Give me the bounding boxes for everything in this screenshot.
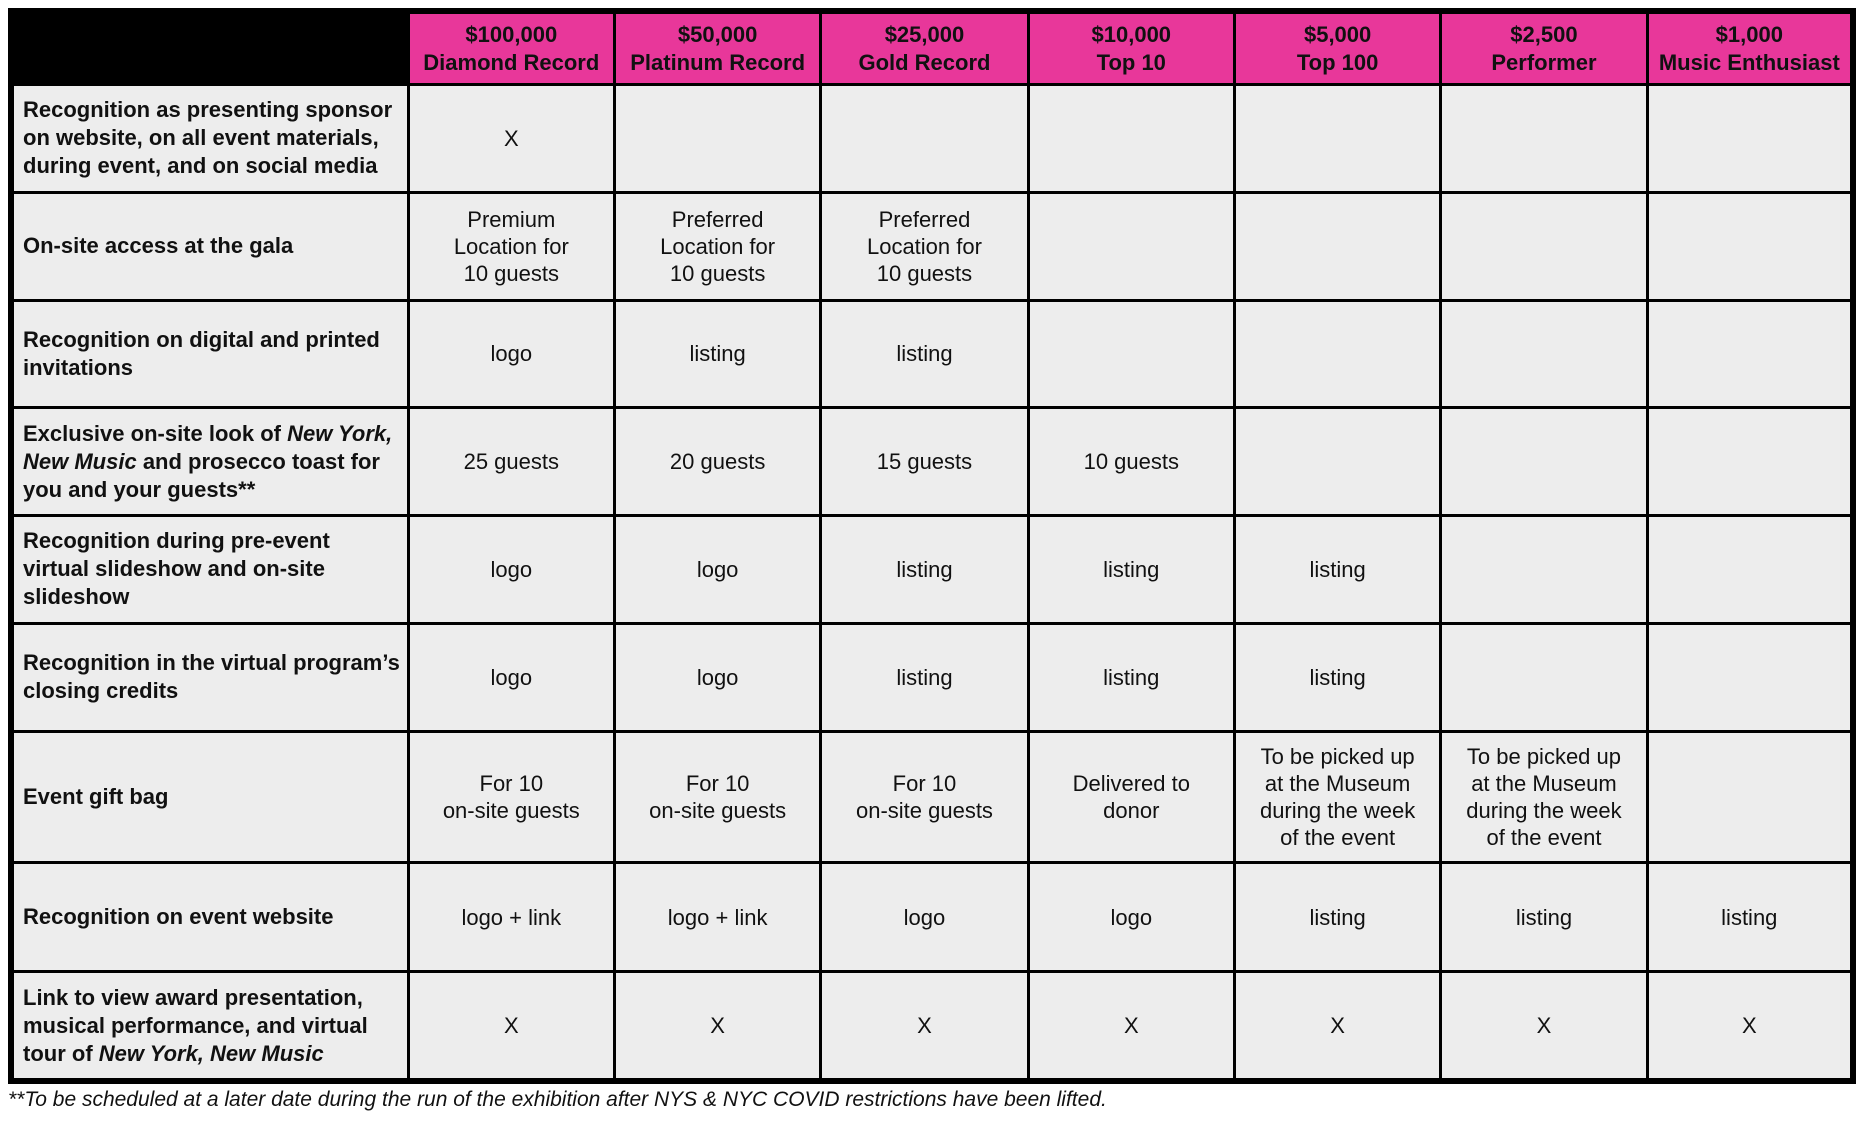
benefit-cell xyxy=(616,86,819,191)
benefit-label xyxy=(14,973,407,1078)
benefit-label-text: Recognition on event website xyxy=(23,904,334,930)
benefit-row xyxy=(14,973,1850,1078)
tier-name: Top 100 xyxy=(1296,49,1379,75)
benefit-cell: 15 guests xyxy=(822,409,1026,514)
benefit-label-text: Recognition on digital and printed invitations xyxy=(23,326,380,380)
benefit-cell: listing xyxy=(616,302,819,407)
benefit-cell xyxy=(1649,625,1850,730)
benefit-cell: X xyxy=(1030,973,1233,1078)
tier-name: Top 10 xyxy=(1096,49,1166,75)
benefit-cell: logo xyxy=(410,517,613,622)
tier-name: Diamond Record xyxy=(423,49,600,75)
benefit-row xyxy=(14,517,1850,622)
benefit-cell xyxy=(1649,733,1850,862)
benefit-cell: 20 guests xyxy=(616,409,819,514)
benefit-cell: 25 guests xyxy=(410,409,613,514)
benefit-cell: X xyxy=(1649,973,1850,1078)
benefit-label xyxy=(14,864,407,970)
benefit-label-text: Recognition in the virtual program’s closing credits xyxy=(23,650,400,704)
benefit-cell: logo + link xyxy=(410,864,613,970)
footnote: **To be scheduled at a later date during the run of the exhibition after NYS & NYC COVID restrictions have been lifted. xyxy=(8,1088,1107,1111)
benefit-cell: listing xyxy=(1442,864,1645,970)
benefit-cell: listing xyxy=(822,517,1026,622)
benefit-cell: logo xyxy=(410,625,613,730)
benefit-cell xyxy=(1236,86,1439,191)
tier-name: Platinum Record xyxy=(630,49,806,75)
sponsorship-benefits-table xyxy=(11,11,1853,1081)
benefit-cell xyxy=(1649,194,1850,299)
benefit-label xyxy=(14,86,407,191)
tier-amount: $25,000 xyxy=(884,21,965,47)
benefit-row xyxy=(14,302,1850,407)
benefit-label xyxy=(14,409,407,514)
benefit-cell xyxy=(1442,194,1645,299)
benefit-cell: To be picked up at the Museum during the week of the event xyxy=(1236,733,1439,862)
benefit-cell: X xyxy=(1236,973,1439,1078)
tier-header-2 xyxy=(822,14,1026,83)
benefit-cell xyxy=(1030,302,1233,407)
tier-amount: $5,000 xyxy=(1303,21,1372,47)
tier-amount: $100,000 xyxy=(465,21,558,47)
header-corner-cell xyxy=(14,14,407,83)
benefit-row xyxy=(14,86,1850,191)
benefit-cell: 10 guests xyxy=(1030,409,1233,514)
benefit-cell xyxy=(1442,86,1645,191)
tier-name: Performer xyxy=(1491,49,1597,75)
benefit-cell: listing xyxy=(1649,864,1850,970)
benefit-cell: Delivered to donor xyxy=(1030,733,1233,862)
benefit-cell xyxy=(1649,302,1850,407)
benefit-cell: logo + link xyxy=(616,864,819,970)
benefit-row xyxy=(14,625,1850,730)
benefit-cell: X xyxy=(1442,973,1645,1078)
benefit-cell: listing xyxy=(1236,625,1439,730)
tier-header-5 xyxy=(1442,14,1645,83)
benefit-rows xyxy=(14,86,1850,1078)
benefit-cell: listing xyxy=(1030,517,1233,622)
benefit-label-text: Recognition as presenting sponsor on website, on all event materials, during event, and on social media xyxy=(23,97,393,179)
benefit-cell xyxy=(1649,409,1850,514)
tier-name: Music Enthusiast xyxy=(1658,49,1840,75)
benefit-cell: X xyxy=(410,973,613,1078)
benefit-cell: logo xyxy=(1030,864,1233,970)
tier-header-1 xyxy=(616,14,819,83)
benefit-label xyxy=(14,517,407,622)
benefit-cell: logo xyxy=(616,625,819,730)
benefit-label-text: Event gift bag xyxy=(23,783,169,809)
tier-amount: $10,000 xyxy=(1091,21,1172,47)
benefit-cell: For 10 on-site guests xyxy=(822,733,1026,862)
benefit-row xyxy=(14,733,1850,862)
benefit-cell xyxy=(1236,302,1439,407)
benefit-row xyxy=(14,194,1850,299)
benefit-label xyxy=(14,194,407,299)
tier-header-0 xyxy=(410,14,613,83)
benefit-label-text: Link to view award presentation, musical performance, and virtual tour of xyxy=(23,984,368,1066)
tier-header-4 xyxy=(1236,14,1439,83)
tier-header-6 xyxy=(1649,14,1850,83)
exhibition-title: New York, New Music xyxy=(23,420,393,474)
benefit-cell: listing xyxy=(1030,625,1233,730)
tier-amount: $50,000 xyxy=(677,21,758,47)
sponsorship-benefits-sheet xyxy=(8,8,1856,1084)
benefit-cell: X xyxy=(410,86,613,191)
benefit-cell xyxy=(1030,194,1233,299)
benefit-cell xyxy=(1442,625,1645,730)
benefit-cell xyxy=(1236,194,1439,299)
tier-header-3 xyxy=(1030,14,1233,83)
benefit-cell xyxy=(1442,409,1645,514)
benefit-label-text: On-site access at the gala xyxy=(23,233,294,259)
benefit-cell: For 10 on-site guests xyxy=(410,733,613,862)
benefit-cell xyxy=(1649,86,1850,191)
benefit-cell xyxy=(1442,517,1645,622)
tier-header-row xyxy=(14,14,1850,83)
benefit-label xyxy=(14,302,407,407)
benefit-cell: For 10 on-site guests xyxy=(616,733,819,862)
benefit-row xyxy=(14,409,1850,514)
benefit-cell: logo xyxy=(822,864,1026,970)
benefit-cell: X xyxy=(822,973,1026,1078)
benefit-cell: listing xyxy=(822,625,1026,730)
benefit-cell xyxy=(1030,86,1233,191)
benefit-cell: Premium Location for 10 guests xyxy=(410,194,613,299)
benefit-cell: logo xyxy=(616,517,819,622)
exhibition-title: New York, New Music xyxy=(98,1040,324,1066)
benefit-cell: X xyxy=(616,973,819,1078)
benefit-cell: listing xyxy=(1236,864,1439,970)
benefit-row xyxy=(14,864,1850,970)
benefit-cell: listing xyxy=(1236,517,1439,622)
tier-amount: $1,000 xyxy=(1715,21,1783,47)
benefit-label-text: and prosecco toast for you and your guests** xyxy=(23,448,380,502)
benefit-cell: To be picked up at the Museum during the week of the event xyxy=(1442,733,1645,862)
tier-amount: $2,500 xyxy=(1510,21,1578,47)
benefit-label xyxy=(14,625,407,730)
benefit-cell xyxy=(1649,517,1850,622)
benefit-cell: logo xyxy=(410,302,613,407)
benefit-label xyxy=(14,733,407,862)
benefit-label-text: Exclusive on-site look of xyxy=(23,420,288,446)
benefit-cell: Preferred Location for 10 guests xyxy=(616,194,819,299)
benefit-cell xyxy=(822,86,1026,191)
benefit-cell: listing xyxy=(822,302,1026,407)
benefit-cell xyxy=(1442,302,1645,407)
tier-name: Gold Record xyxy=(858,49,991,75)
benefit-cell xyxy=(1236,409,1439,514)
benefit-cell: Preferred Location for 10 guests xyxy=(822,194,1026,299)
benefit-label-text: Recognition during pre-event virtual slideshow and on-site slideshow xyxy=(23,528,330,610)
